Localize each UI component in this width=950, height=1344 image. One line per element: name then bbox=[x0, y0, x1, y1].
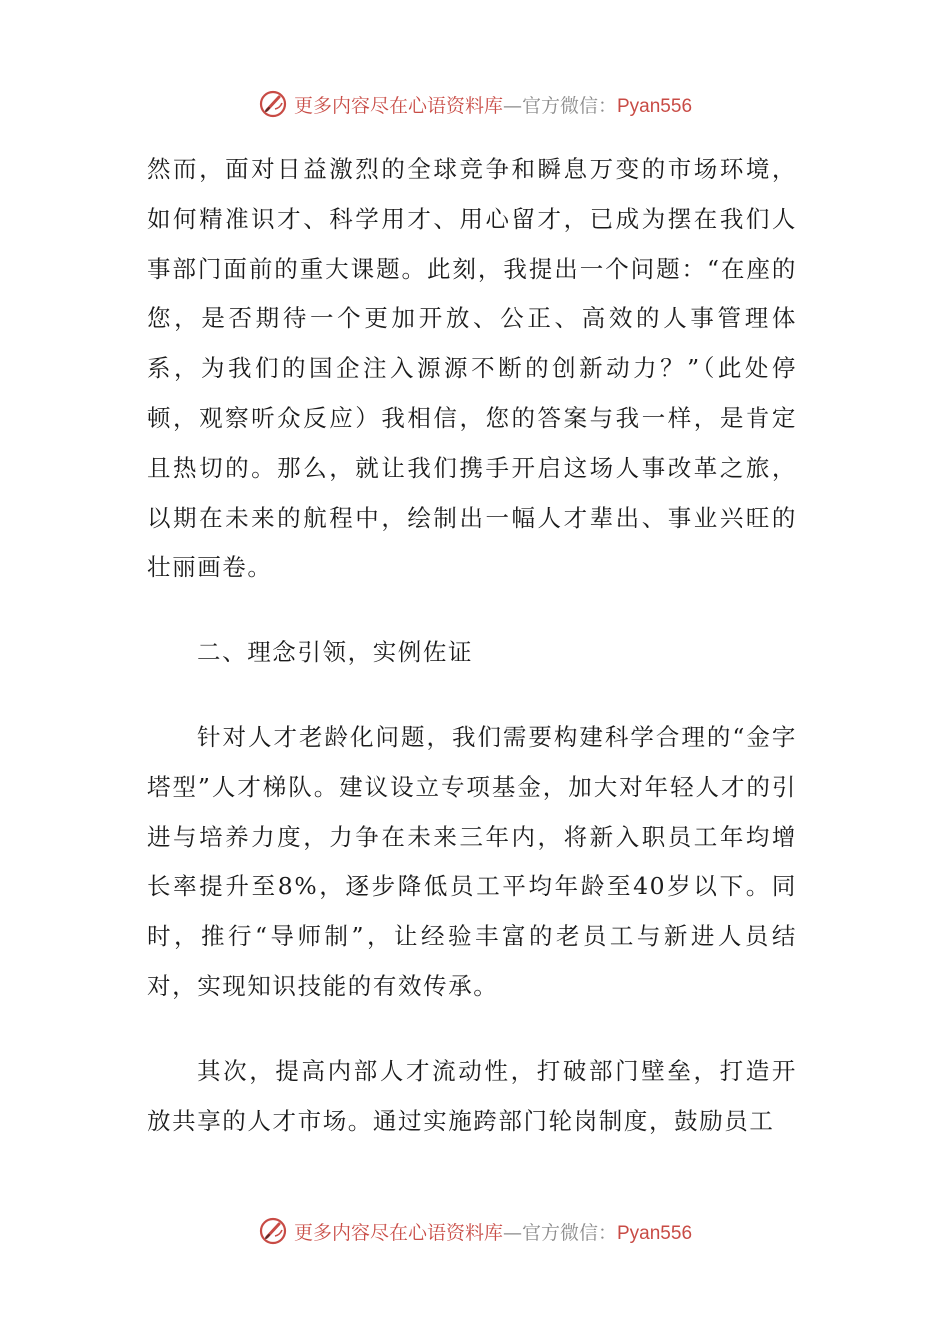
footer-banner bbox=[0, 1211, 950, 1251]
document-body bbox=[147, 145, 797, 1146]
header-brand-text: 更多内容尽在心语资料库 bbox=[293, 94, 503, 117]
footer-brand-text: 更多内容尽在心语资料库 bbox=[293, 1221, 503, 1244]
pen-logo-icon bbox=[258, 89, 288, 119]
header-banner bbox=[0, 84, 950, 124]
paragraph-gap bbox=[147, 678, 797, 713]
header-separator: — bbox=[502, 94, 522, 117]
header-wechat-id: Pyan556 bbox=[617, 95, 693, 117]
paragraph-1: 然而，面对日益激烈的全球竞争和瞬息万变的市场环境，如何精准识才、科学用才、用心留才，已成为摆在我们人事部门面前的重大课题。此刻，我提出一个问题：“在座的您，是否期待一个更加开放、公正、高效的人事管理体系，为我们的国企注入源源不断的创新动力？”（此处停顿，观察听众反应）我相信，您的答案与我一样，是肯定且热切的。那么，就让我们携手开启这场人事改革之旅，以期在未来的航程中，绘制出一幅人才辈出、事业兴旺的壮丽画卷。 bbox=[147, 155, 797, 582]
section-heading: 二、理念引领，实例佐证 bbox=[197, 638, 474, 667]
footer-wechat-id: Pyan556 bbox=[617, 1222, 693, 1244]
footer-banner-text bbox=[294, 1218, 692, 1245]
paragraph-gap bbox=[147, 1012, 797, 1047]
paragraph-2: 针对人才老龄化问题，我们需要构建科学合理的“金字塔型”人才梯队。建议设立专项基金，加大对年轻人才的引进与培养力度，力争在未来三年内，将新入职员工年均增长率提升至8%，逐步降低员工平均年龄至40岁以下。同时，推行“导师制”，让经验丰富的老员工与新进人员结对，实现知识技能的有效传承。 bbox=[147, 722, 797, 1000]
paragraph-gap bbox=[147, 593, 797, 628]
pen-logo-icon bbox=[258, 1216, 288, 1246]
paragraph-3: 其次，提高内部人才流动性，打破部门壁垒，打造开放共享的人才市场。通过实施跨部门轮岗制度，鼓励员工 bbox=[147, 1056, 797, 1135]
footer-separator: — bbox=[502, 1221, 522, 1244]
footer-wechat-label: 官方微信： bbox=[521, 1221, 617, 1244]
header-wechat-label: 官方微信： bbox=[521, 94, 617, 117]
header-banner-text bbox=[294, 91, 692, 118]
